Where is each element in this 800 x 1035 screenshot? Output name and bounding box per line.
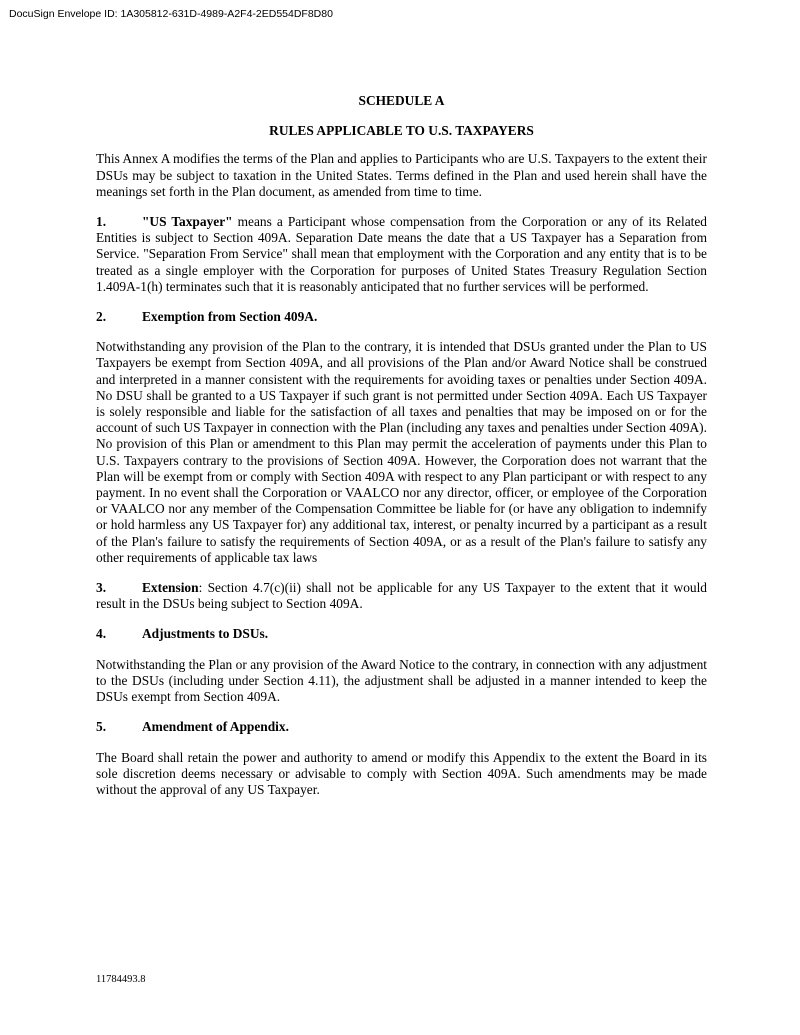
rules-title: RULES APPLICABLE TO U.S. TAXPAYERS [269,123,534,139]
section-5-heading [96,719,707,735]
section-5-number: 5. [96,719,107,735]
section-1-text: means a Participant whose compensation from the Corporation or any of its Related Entities is subject to Section 409A. Separation Date means the date that a US Taxpayer has a Separation from Service. "Separation From Service" shall mean that employment with the Corporation and any entity that is to be treated as a single employer with the Corporation for purposes of United States Treasury Regulation Section 1.409A-1(h) terminates such that it is reasonably anticipated that no further services will be performed. [96,214,707,294]
document-footer-code: 11784493.8 [96,974,146,985]
section-3-paragraph [96,580,707,612]
section-3-number: 3. [96,580,107,596]
schedule-title: SCHEDULE A [358,93,445,108]
section-1-number: 1. [96,214,107,230]
section-2-paragraph: Notwithstanding any provision of the Plan to the contrary, it is intended that DSUs granted under the Plan to US Taxpayers be exempt from Section 409A, and all provisions of the Plan and/or Award Notice shall be construed and interpreted in a manner consistent with the requirements for avoiding taxes or penalties under Section 409A. No DSU shall be granted to a US Taxpayer if such grant is not permitted under Section 409A. Each US Taxpayer is solely responsible and liable for the satisfaction of all taxes and penalties that may be imposed on or for the account of such US Taxpayer in connection with the Plan (including any taxes and penalties under Section 409A). No provision of this Plan or amendment to this Plan may permit the acceleration of payments under this Plan to U.S. Taxpayers contrary to the provisions of Section 409A. However, the Corporation does not warrant that the Plan will be exempt from or comply with Section 409A with respect to any Plan participant or with respect to any payment. In no event shall the Corporation or VAALCO nor any director, officer, or employee of the Corporation or VAALCO nor any member of the Compensation Committee be liable for (or have any obligation to indemnify or hold harmless any US Taxpayer for) any additional tax, interest, or penalty incurred by a participant as a result of the Plan's failure to satisfy the requirements of Section 409A, or as a result of the Plan's failure to satisfy any other requirements of applicable tax laws [96,339,707,565]
section-4-paragraph: Notwithstanding the Plan or any provision of the Award Notice to the contrary, in connection with any adjustment to the DSUs (including under Section 4.11), the adjustment shall be adjusted in a manner intended to keep the DSUs exempt from Section 409A. [96,656,707,705]
section-4-title: Adjustments to DSUs. [142,626,269,642]
document-page [96,93,707,812]
intro-paragraph: This Annex A modifies the terms of the Plan and applies to Participants who are U.S. Taxpayers to the extent their DSUs may be subject to taxation in the United States. Terms defined in the Plan and used herein shall have the meanings set forth in the Plan document, as amended from time to time. [96,151,707,199]
section-3-term: Extension [142,580,199,596]
section-1-paragraph [96,214,707,295]
section-5-title: Amendment of Appendix. [142,719,289,735]
section-2-title: Exemption from Section 409A. [142,309,318,325]
section-2-heading [96,309,707,325]
section-2-number: 2. [96,309,107,325]
section-1-term: "US Taxpayer" [142,214,233,230]
section-4-heading [96,626,707,642]
section-5-paragraph: The Board shall retain the power and authority to amend or modify this Appendix to the extent the Board in its sole discretion deems necessary or advisable to comply with Section 409A. Such amendments may be made without the approval of any US Taxpayer. [96,749,707,797]
envelope-id: DocuSign Envelope ID: 1A305812-631D-4989-A2F4-2ED554DF8D80 [9,8,333,20]
section-4-number: 4. [96,626,107,642]
section-3-text: : Section 4.7(c)(ii) shall not be applicable for any US Taxpayer to the extent that it would result in the DSUs being subject to Section 409A. [96,580,707,612]
